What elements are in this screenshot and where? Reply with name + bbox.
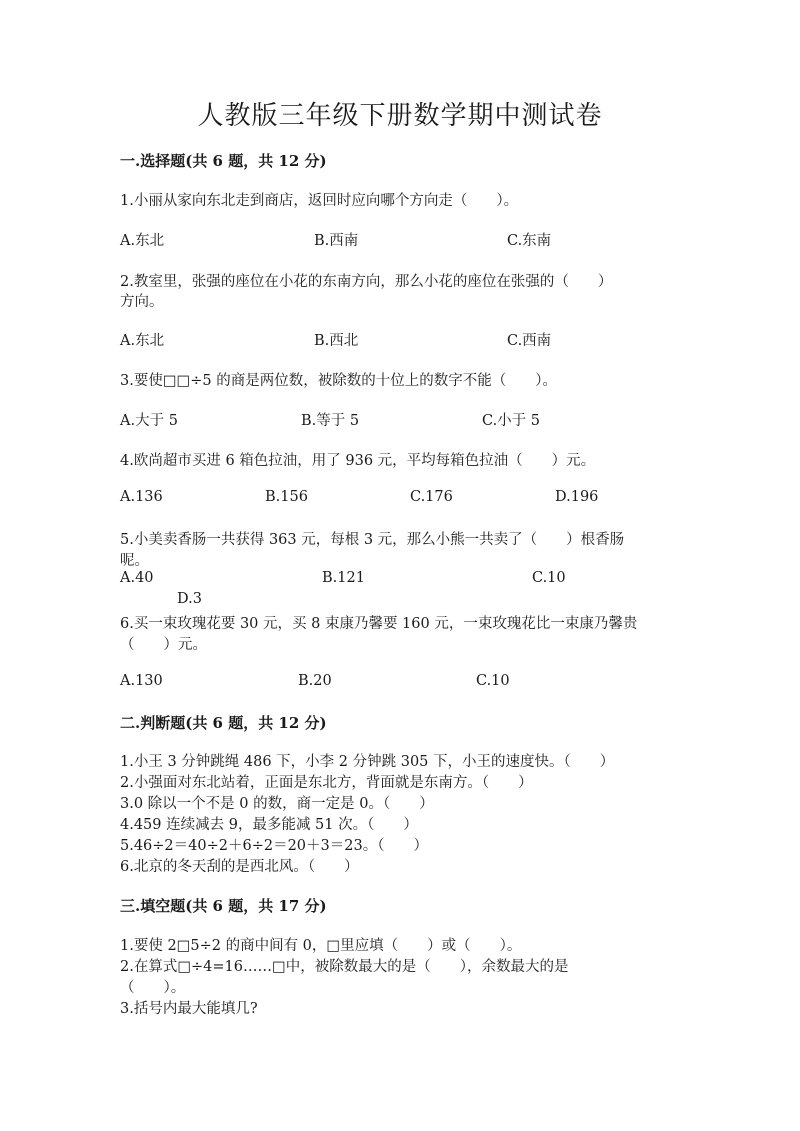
tf-question-1: 1.小王 3 分钟跳绳 486 下，小李 2 分钟跳 305 下，小王的速度快。（ ） [120, 754, 615, 770]
section-heading-true-false: 二.判断题(共 6 题，共 12 分) [120, 714, 327, 732]
fill-question-3: 3.括号内最大能填几? [120, 1001, 258, 1017]
fill-question-2: 2.在算式□÷4=16……□中，被除数最大的是（ ），余数最大的是 [120, 959, 569, 975]
question-5-text: 5.小美卖香肠一共获得 363 元，每根 3 元，那么小熊一共卖了（ ）根香肠 [120, 532, 625, 548]
question-5-text-cont: 呢。 [120, 553, 149, 569]
question-3-text: 3.要使□□÷5 的商是两位数，被除数的十位上的数字不能（ ）。 [120, 373, 557, 389]
question-2-text: 2.教室里，张强的座位在小花的东南方向，那么小花的座位在张强的（ ） [120, 274, 613, 290]
tf-question-3: 3.0 除以一个不是 0 的数，商一定是 0。（ ） [120, 796, 434, 812]
q3-option-a: A.大于 5 [120, 413, 178, 429]
q2-option-a: A.东北 [120, 333, 165, 349]
tf-question-4: 4.459 连续减去 9，最多能减 51 次。（ ） [120, 817, 418, 833]
q1-option-b: B.西南 [314, 233, 359, 249]
question-1-text: 1.小丽从家向东北走到商店，返回时应向哪个方向走（ ）。 [120, 193, 519, 209]
q3-option-b: B.等于 5 [301, 413, 360, 429]
q2-option-b: B.西北 [314, 333, 359, 349]
q6-option-b: B.20 [298, 673, 332, 689]
q6-option-c: C.10 [476, 673, 510, 689]
section-heading-choice: 一.选择题(共 6 题，共 12 分) [120, 152, 327, 170]
question-2-text-cont: 方向。 [120, 294, 164, 310]
fill-question-2-cont: （ ）。 [120, 980, 186, 996]
q5-option-b: B.121 [322, 570, 365, 586]
q5-option-d: D.3 [177, 591, 202, 607]
tf-question-2: 2.小强面对东北站着，正面是东北方，背面就是东南方。（ ） [120, 775, 533, 791]
section-heading-fill-blank: 三.填空题(共 6 题，共 17 分) [120, 897, 327, 915]
tf-question-5: 5.46÷2＝40÷2＋6÷2＝20＋3＝23。（ ） [120, 838, 428, 854]
q4-option-d: D.196 [555, 489, 599, 505]
question-6-text-cont: （ ）元。 [120, 637, 207, 653]
q5-option-a: A.40 [120, 570, 154, 586]
q3-option-c: C.小于 5 [482, 413, 541, 429]
question-4-text: 4.欧尚超市买进 6 箱色拉油，用了 936 元，平均每箱色拉油（ ）元。 [120, 453, 596, 469]
q4-option-c: C.176 [410, 489, 453, 505]
q2-option-c: C.西南 [507, 333, 552, 349]
page-title: 人教版三年级下册数学期中测试卷 [197, 101, 603, 131]
q1-option-c: C.东南 [507, 233, 552, 249]
q1-option-a: A.东北 [120, 233, 165, 249]
tf-question-6: 6.北京的冬天刮的是西北风。（ ） [120, 859, 359, 875]
q4-option-b: B.156 [265, 489, 308, 505]
q4-option-a: A.136 [120, 489, 163, 505]
q5-option-c: C.10 [532, 570, 566, 586]
q6-option-a: A.130 [120, 673, 163, 689]
question-6-text: 6.买一束玫瑰花要 30 元，买 8 束康乃馨要 160 元，一束玫瑰花比一束康乃馨贵 [120, 616, 638, 632]
fill-question-1: 1.要使 2□5÷2 的商中间有 0，□里应填（ ）或（ ）。 [120, 938, 522, 954]
